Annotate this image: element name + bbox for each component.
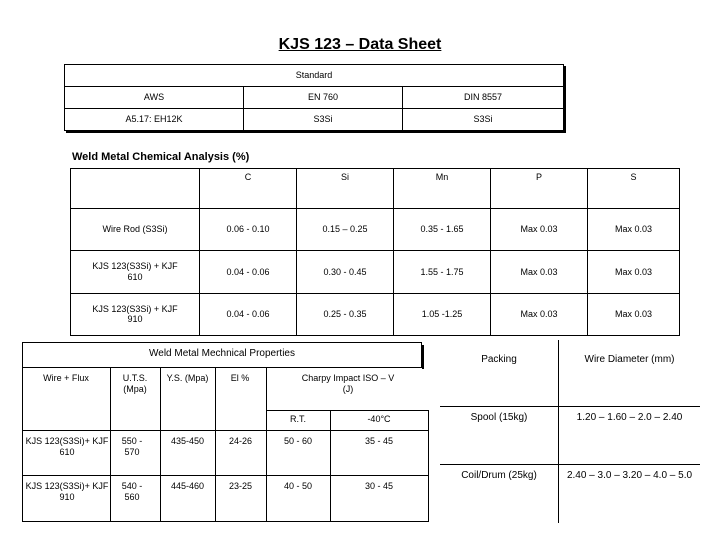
mech-cell-rt: 40 - 50 <box>283 481 313 491</box>
chem-row-label: KJS 123(S3Si) + KJF 610 <box>71 251 200 293</box>
chem-cell: 0.06 - 0.10 <box>200 209 297 251</box>
packing-cell: Coil/Drum (25kg) <box>440 464 559 523</box>
mech-col-el: El % <box>230 373 250 383</box>
page-title: KJS 123 – Data Sheet <box>278 36 442 53</box>
chem-cell: Max 0.03 <box>588 251 680 293</box>
standard-col-en: EN 760 <box>244 87 403 109</box>
diameter-cell: 2.40 – 3.0 – 3.20 – 4.0 – 5.0 <box>559 464 701 523</box>
packing-cell: Spool (15kg) <box>440 406 559 464</box>
chem-cell: Max 0.03 <box>491 293 588 335</box>
diameter-cell: 1.20 – 1.60 – 2.0 – 2.40 <box>559 406 701 464</box>
chem-col-s: S <box>588 169 680 209</box>
standard-val-en: S3Si <box>244 109 403 131</box>
mech-cell-el: 24-26 <box>228 436 253 446</box>
standard-col-din: DIN 8557 <box>403 87 564 109</box>
standard-heading: Standard <box>65 65 564 87</box>
chem-cell: Max 0.03 <box>491 251 588 293</box>
standard-table <box>64 64 564 131</box>
chem-row-label: Wire Rod (S3Si) <box>71 209 200 251</box>
table-row <box>71 251 680 293</box>
mech-col-ys: Y.S. (Mpa) <box>166 373 209 383</box>
standard-val-din: S3Si <box>403 109 564 131</box>
chem-col-mn: Mn <box>394 169 491 209</box>
chem-cell: 1.55 - 1.75 <box>394 251 491 293</box>
packing-col-diameter: Wire Diameter (mm) <box>559 340 701 406</box>
mech-cell-minus40: 30 - 45 <box>364 481 394 491</box>
chem-cell: 0.04 - 0.06 <box>200 251 297 293</box>
chem-cell: Max 0.03 <box>588 293 680 335</box>
chem-cell: 0.15 – 0.25 <box>297 209 394 251</box>
chem-col-c: C <box>200 169 297 209</box>
mech-cell-uts: 540 - 560 <box>121 481 143 502</box>
mech-col-uts: U.T.S. (Mpa) <box>122 373 148 394</box>
chem-cell: 0.35 - 1.65 <box>394 209 491 251</box>
packing-table <box>440 340 700 523</box>
chemical-table <box>70 168 680 336</box>
table-row <box>440 464 700 523</box>
chemical-heading: Weld Metal Chemical Analysis (%) <box>72 151 250 163</box>
mech-row-label: KJS 123(S3Si)+ KJF 910 <box>25 481 109 502</box>
table-row <box>71 209 680 251</box>
mech-cell-minus40: 35 - 45 <box>364 436 394 446</box>
mech-row-label: KJS 123(S3Si)+ KJF 610 <box>25 436 109 457</box>
chem-corner <box>71 169 200 209</box>
chem-cell: Max 0.03 <box>491 209 588 251</box>
mech-col-minus40: -40°C <box>367 414 391 424</box>
mech-cell-rt: 50 - 60 <box>283 436 313 446</box>
standard-col-aws: AWS <box>65 87 244 109</box>
standard-val-aws: A5.17: EH12K <box>65 109 244 131</box>
mech-cell-ys: 445-460 <box>170 481 205 491</box>
mech-col-wire-flux: Wire + Flux <box>43 373 89 383</box>
mech-col-charpy: Charpy Impact ISO – V (J) <box>301 373 395 394</box>
chem-cell: Max 0.03 <box>588 209 680 251</box>
chem-col-p: P <box>491 169 588 209</box>
chem-cell: 0.25 - 0.35 <box>297 293 394 335</box>
table-row <box>71 293 680 335</box>
packing-col-packing: Packing <box>440 340 559 406</box>
chem-cell: 1.05 -1.25 <box>394 293 491 335</box>
table-row <box>440 406 700 464</box>
chem-row-label: KJS 123(S3Si) + KJF 910 <box>71 293 200 335</box>
chem-cell: 0.30 - 0.45 <box>297 251 394 293</box>
chem-cell: 0.04 - 0.06 <box>200 293 297 335</box>
mech-col-rt: R.T. <box>289 414 306 424</box>
mechanical-heading: Weld Metal Mechnical Properties <box>149 348 295 359</box>
mech-cell-uts: 550 - 570 <box>121 436 143 457</box>
chem-col-si: Si <box>297 169 394 209</box>
mech-cell-ys: 435-450 <box>170 436 205 446</box>
mech-cell-el: 23-25 <box>228 481 253 491</box>
